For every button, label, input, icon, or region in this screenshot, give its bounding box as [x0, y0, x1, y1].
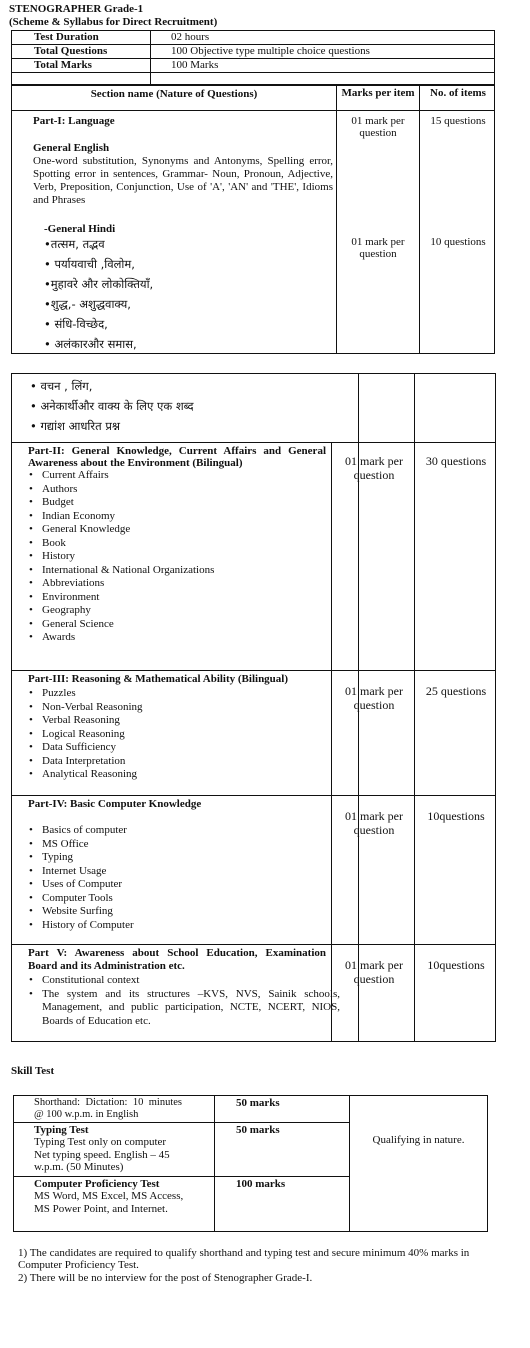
column-divider [349, 1095, 350, 1232]
list-item: • History of Computer [42, 919, 134, 933]
hindi-item: • वचन , लिंग, [30, 379, 93, 393]
header-marks: Marks per item [341, 87, 415, 99]
column-divider [414, 442, 415, 1042]
list-item: • General Knowledge [42, 523, 214, 537]
summary-label: Total Marks [12, 59, 151, 73]
list-item: • Geography [42, 604, 214, 618]
document-subtitle: (Scheme & Syllabus for Direct Recruitment) [9, 16, 218, 28]
hindi-item: • गद्यांश आधरित प्रश्न [30, 419, 121, 433]
typing-body: Typing Test only on computer Net typing speed. English – 45 w.p.m. (50 Minutes) [34, 1136, 170, 1173]
computer-body: MS Word, MS Excel, MS Access, MS Power Point, and Internet. [34, 1190, 184, 1215]
list-item: • Website Surfing [42, 905, 134, 919]
list-item: • Verbal Reasoning [42, 714, 143, 728]
typing-marks: 50 marks [236, 1124, 280, 1136]
hindi-title: -General Hindi [44, 223, 116, 235]
part2-count: 30 questions [425, 454, 487, 468]
header-items: No. of items [430, 87, 486, 99]
english-marks: 01 mark per question [351, 115, 405, 139]
list-item: • General Science [42, 618, 214, 632]
part5-count: 10questions [427, 958, 485, 972]
list-item: • Puzzles [42, 687, 143, 701]
document-title: STENOGRAPHER Grade-1 [9, 3, 144, 15]
list-item: • Environment [42, 591, 214, 605]
part3-count: 25 questions [425, 684, 487, 698]
part5-title: Part V: Awareness about School Education, Examination Board and its Administration etc. [28, 947, 326, 972]
list-item: • Awards [42, 631, 214, 645]
row-divider [11, 795, 496, 796]
shorthand-marks: 50 marks [236, 1097, 280, 1109]
hindi-item: •मुहावरे और लोकोक्तियाँ, [44, 277, 154, 291]
row-divider [13, 1176, 349, 1177]
part3-title: Part-III: Reasoning & Mathematical Ability (Bilingual) [28, 673, 289, 685]
part2-marks: 01 mark per question [345, 454, 403, 482]
hindi-item: • अलंकारऔर समास, [44, 337, 137, 351]
list-item: • Typing [42, 851, 134, 865]
qualifying-text: Qualifying in nature. [372, 1134, 465, 1146]
summary-label: Test Duration [12, 31, 151, 45]
hindi-marks: 01 mark per question [351, 236, 405, 260]
column-divider [336, 84, 337, 354]
part5-marks: 01 mark per question [345, 958, 403, 986]
hindi-list-page2 [30, 376, 194, 436]
part4-marks: 01 mark per question [345, 809, 403, 837]
hindi-count: 10 questions [430, 236, 486, 248]
computer-marks: 100 marks [236, 1178, 286, 1190]
row-divider [11, 670, 496, 671]
list-item: • Analytical Reasoning [42, 768, 143, 782]
row-divider [11, 944, 496, 945]
row-divider [11, 442, 496, 443]
list-item: • Indian Economy [42, 510, 214, 524]
list-item: • Data Interpretation [42, 755, 143, 769]
list-item: • Book [42, 537, 214, 551]
list-item: • Logical Reasoning [42, 728, 143, 742]
part4-list [26, 824, 134, 932]
computer-title: Computer Proficiency Test [34, 1178, 160, 1190]
header-section: Section name (Nature of Questions) [90, 88, 258, 100]
skill-test-title: Skill Test [11, 1065, 55, 1077]
column-divider [414, 373, 415, 442]
summary-value: 02 hours [151, 31, 495, 45]
list-item: • Basics of computer [42, 824, 134, 838]
hindi-item: • पर्यायवाची ,विलोम, [44, 257, 135, 271]
column-divider [214, 1095, 215, 1232]
note-1: 1) The candidates are required to qualify shorthand and typing test and secure minimum 40% marks in Computer Proficiency Test. [18, 1247, 470, 1271]
list-item: • International & National Organizations [42, 564, 214, 578]
list-item: • Computer Tools [42, 892, 134, 906]
list-item: • The system and its structures –KVS, NVS, Sainik schools, Management, and public participation, NCTE, NCERT, NIOS, Boards of Education etc. [42, 988, 340, 1029]
list-item: • Uses of Computer [42, 878, 134, 892]
column-divider [419, 84, 420, 354]
list-item: • Internet Usage [42, 865, 134, 879]
hindi-item: •शुद्ध,- अशुद्धवाक्य, [44, 297, 131, 311]
list-item: • Abbreviations [42, 577, 214, 591]
part1-title: Part-I: Language [33, 115, 115, 127]
english-body: One-word substitution, Synonyms and Antonyms, Spelling error, Spotting error in sentences, Grammar- Noun, Pronoun, Adjective, Verb, Preposition, Conjunction, Use of 'A', 'AN' and 'THE', Idioms and Phrases [33, 155, 333, 206]
part5-list [26, 974, 340, 1028]
hindi-item: • संधि-विच्छेद, [44, 317, 108, 331]
part4-count: 10questions [427, 809, 485, 823]
list-item: • MS Office [42, 838, 134, 852]
part2-list [26, 469, 214, 645]
list-item: • Data Sufficiency [42, 741, 143, 755]
summary-label: Total Questions [12, 45, 151, 59]
hindi-list-page1 [44, 234, 153, 354]
english-title: General English [33, 142, 110, 154]
note-2: 2) There will be no interview for the post of Stenographer Grade-I. [18, 1272, 313, 1284]
shorthand-text: Shorthand: Dictation: 10 minutes @ 100 w.p.m. in English [34, 1097, 182, 1120]
part4-title: Part-IV: Basic Computer Knowledge [28, 798, 202, 810]
summary-value: 100 Marks [151, 59, 495, 73]
list-item: • Non-Verbal Reasoning [42, 701, 143, 715]
part2-title: Part-II: General Knowledge, Current Affairs and General Awareness about the Environment (Bilingual) [28, 445, 326, 469]
summary-table [11, 30, 495, 86]
hindi-item: • अनेकार्थीऔर वाक्य के लिए एक शब्द [30, 399, 194, 413]
hindi-item: •तत्सम, तद्भव [44, 237, 105, 251]
header-divider [11, 110, 495, 111]
list-item: • Authors [42, 483, 214, 497]
part3-list [26, 687, 143, 782]
list-item: • Current Affairs [42, 469, 214, 483]
column-divider [331, 442, 332, 1042]
summary-value: 100 Objective type multiple choice questions [151, 45, 495, 59]
row-divider [13, 1122, 349, 1123]
part3-marks: 01 mark per question [345, 684, 403, 712]
english-count: 15 questions [430, 115, 486, 127]
list-item: • Constitutional context [42, 974, 340, 988]
list-item: • Budget [42, 496, 214, 510]
list-item: • History [42, 550, 214, 564]
typing-title: Typing Test [34, 1124, 89, 1136]
